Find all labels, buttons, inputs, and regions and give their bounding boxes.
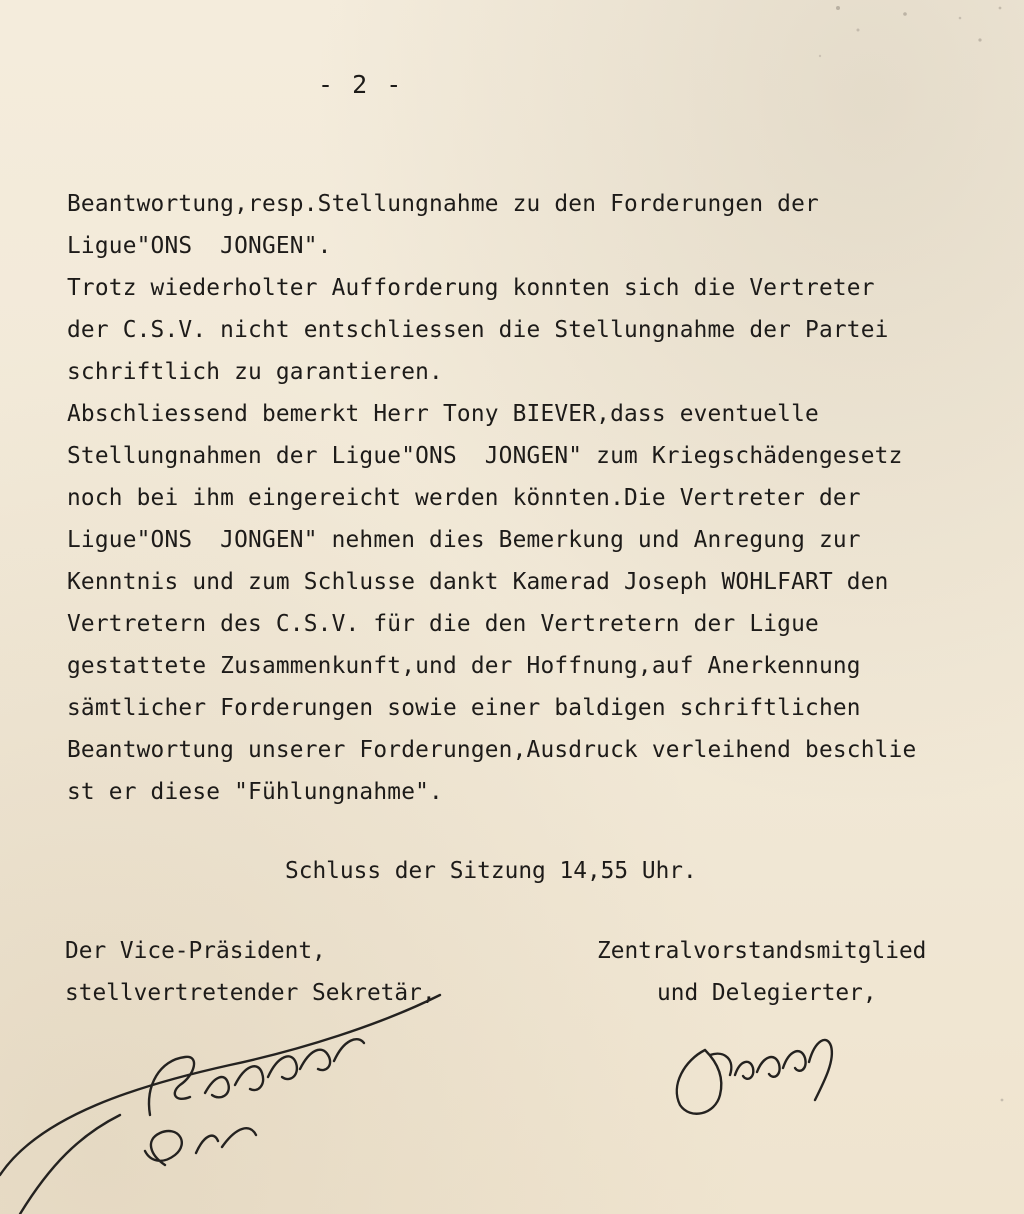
body-line: gestattete Zusammenkunft,und der Hoffnung,auf Anerkennung [67, 653, 861, 679]
signatory-left-title: Der Vice-Präsident, [65, 938, 326, 964]
body-line: Vertretern des C.S.V. für die den Vertretern der Ligue [67, 611, 819, 637]
meeting-closing-time: Schluss der Sitzung 14,55 Uhr. [285, 858, 697, 884]
body-line: Ligue"ONS JONGEN". [67, 233, 332, 259]
signatory-right [597, 930, 926, 1014]
body-line: Abschliessend bemerkt Herr Tony BIEVER,dass eventuelle [67, 401, 819, 427]
body-line: noch bei ihm eingereicht werden könnten.Die Vertreter der [67, 485, 861, 511]
handwritten-signature-left [0, 965, 520, 1214]
body-line: Beantwortung,resp.Stellungnahme zu den Forderungen der [67, 191, 819, 217]
body-line: sämtlicher Forderungen sowie einer baldigen schriftlichen [67, 695, 861, 721]
body-line: Beantwortung unserer Forderungen,Ausdruck verleihend beschlie [67, 737, 917, 763]
body-paragraph [67, 183, 1007, 813]
handwritten-signature-right [665, 1020, 845, 1130]
signatory-left-role: stellvertretender Sekretär, [65, 980, 436, 1006]
body-line: Stellungnahmen der Ligue"ONS JONGEN" zum Kriegschädengesetz [67, 443, 903, 469]
signatory-right-title: Zentralvorstandsmitglied [597, 938, 927, 964]
body-line: Kenntnis und zum Schlusse dankt Kamerad Joseph WOHLFART den [67, 569, 889, 595]
body-line: st er diese "Fühlungnahme". [67, 779, 443, 805]
signatory-right-role: und Delegierter, [657, 980, 877, 1006]
body-line: der C.S.V. nicht entschliessen die Stellungnahme der Partei [67, 317, 889, 343]
page-number: - 2 - [318, 70, 404, 99]
body-line: Ligue"ONS JONGEN" nehmen dies Bemerkung und Anregung zur [67, 527, 861, 553]
body-line: Trotz wiederholter Aufforderung konnten sich die Vertreter [67, 275, 875, 301]
body-line: schriftlich zu garantieren. [67, 359, 443, 385]
